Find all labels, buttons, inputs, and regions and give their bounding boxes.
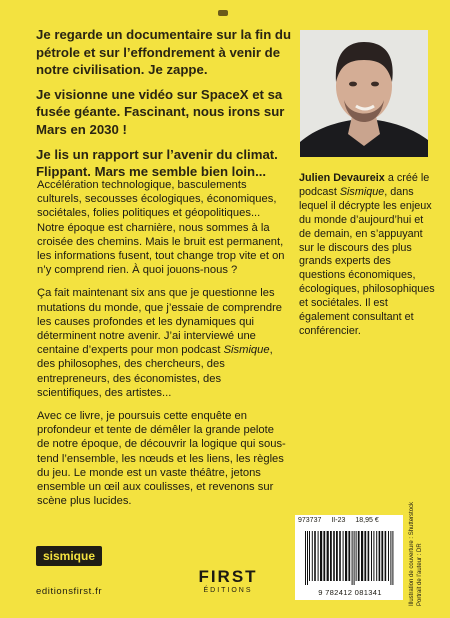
first-editions-logo bbox=[188, 568, 268, 594]
barcode-bar bbox=[312, 531, 313, 581]
cover-credits bbox=[408, 501, 432, 606]
barcode-bar bbox=[307, 531, 308, 585]
barcode-bar bbox=[385, 531, 387, 581]
barcode-bar bbox=[354, 531, 355, 585]
barcode-bar bbox=[305, 531, 306, 585]
body-paragraph-1: Accélération technologique, basculements culturels, secousses écologiques, économiques, sociétales, folies politiques et géopolitiques... Notre époque est charnière, nous sommes à la croisée des chemins. Mais le bruit est permanent, les informations fusent, tout change trop vite et on n’y comprend rien. À quoi jouons-nous ? bbox=[37, 179, 285, 277]
author-portrait bbox=[300, 30, 428, 157]
barcode-bar bbox=[327, 531, 329, 581]
barcode-number: 9 782412 081341 bbox=[318, 588, 382, 597]
barcode-bar bbox=[388, 531, 389, 581]
credit-portrait: Portrait de l’auteur : DR bbox=[417, 543, 423, 606]
barcode-code: 973737 bbox=[298, 517, 322, 524]
body-text bbox=[37, 178, 287, 517]
lead-text bbox=[36, 26, 298, 188]
spine-mark bbox=[218, 10, 228, 16]
barcode-bar bbox=[364, 531, 366, 581]
lead-paragraph-3: Je lis un rapport sur l’avenir du climat. Flippant. Mars me semble bien loin... bbox=[36, 146, 278, 180]
barcode-bar bbox=[392, 531, 393, 585]
barcode-box bbox=[295, 515, 403, 600]
bio-podcast-name: Sismique bbox=[339, 185, 385, 198]
credits-text bbox=[408, 501, 424, 606]
barcode-bar bbox=[379, 531, 381, 581]
body-podcast-name: Sismique bbox=[223, 344, 270, 357]
barcode-bar bbox=[345, 531, 347, 581]
barcode-bar bbox=[352, 531, 353, 585]
barcode-bar bbox=[314, 531, 316, 581]
barcode-bar bbox=[381, 531, 383, 581]
author-name: Julien Devaureix bbox=[299, 172, 385, 184]
barcode-bar bbox=[343, 531, 344, 581]
barcode-bar bbox=[309, 531, 310, 581]
publisher-url: editionsfirst.fr bbox=[36, 586, 103, 597]
barcode-bars bbox=[305, 531, 397, 585]
barcode-header bbox=[298, 517, 402, 524]
barcode-bar bbox=[339, 531, 341, 581]
barcode-bar bbox=[318, 531, 319, 581]
barcode-bar bbox=[373, 531, 374, 581]
bio-text-1: a créé le podcast bbox=[299, 172, 430, 198]
barcode-bar bbox=[336, 531, 338, 581]
barcode-bar bbox=[323, 531, 325, 581]
lead-paragraph-1: Je regarde un documentaire sur la fin du pétrole et sur l’effondrement à venir de notre civilisation. Je zappe. bbox=[36, 27, 292, 78]
barcode-bar bbox=[356, 531, 357, 581]
barcode-price: 18,95 € bbox=[355, 517, 379, 524]
credit-illustration: Illustration de couverture : Shutterstock bbox=[409, 501, 415, 606]
barcode-date: II-23 bbox=[331, 517, 346, 524]
barcode-bar bbox=[368, 531, 370, 581]
barcode-bar bbox=[376, 531, 377, 581]
first-logo-sub: ÉDITIONS bbox=[203, 587, 253, 594]
barcode-bar bbox=[330, 531, 332, 581]
barcode-bar bbox=[348, 531, 350, 581]
barcode-bar bbox=[333, 531, 335, 581]
lead-paragraph-2: Je visionne une vidéo sur SpaceX et sa fusée géante. Fascinant, nous irons sur Mars en 2030 ! bbox=[36, 86, 285, 137]
barcode-bar bbox=[320, 531, 322, 581]
barcode-bar bbox=[361, 531, 363, 581]
barcode-bar bbox=[390, 531, 391, 585]
barcode-bar bbox=[358, 531, 360, 581]
barcode-bar bbox=[371, 531, 372, 581]
sismique-logo: sismique bbox=[36, 546, 102, 566]
bio-text-2: , dans lequel il décrypte les enjeux du monde d’aujourd’hui et de demain, en s’appuyant sur le discours des plus grands experts des questions économiques, écologiques, philosophiques et sociétales. Il est également consultant et conférencier. bbox=[299, 185, 435, 337]
author-bio bbox=[299, 172, 435, 339]
first-logo-word: FIRST bbox=[198, 567, 258, 586]
body-paragraph-3: Avec ce livre, je poursuis cette enquête en profondeur et tente de démêler la grande pelote de notre époque, de découvrir la logique qui sous-tend l’ensemble, les nœuds et les liens, les règles du jeu. Le monde est un vaste théâtre, jetons ensemble un œil aux coulisses, et revenons sur scène plus lucides. bbox=[37, 410, 286, 508]
body-paragraph-2: Ça fait maintenant six ans que je questionne les mutations du monde, que j’essaie de comprendre les causes profondes et les dynamiques qui déterminent notre avenir. J’ai interviewé une centaine d’experts pour mon podcast Sismique, des philosophes, des chercheurs, des entrepreneurs, des économistes, des scientifiques, des artistes... bbox=[37, 287, 283, 399]
